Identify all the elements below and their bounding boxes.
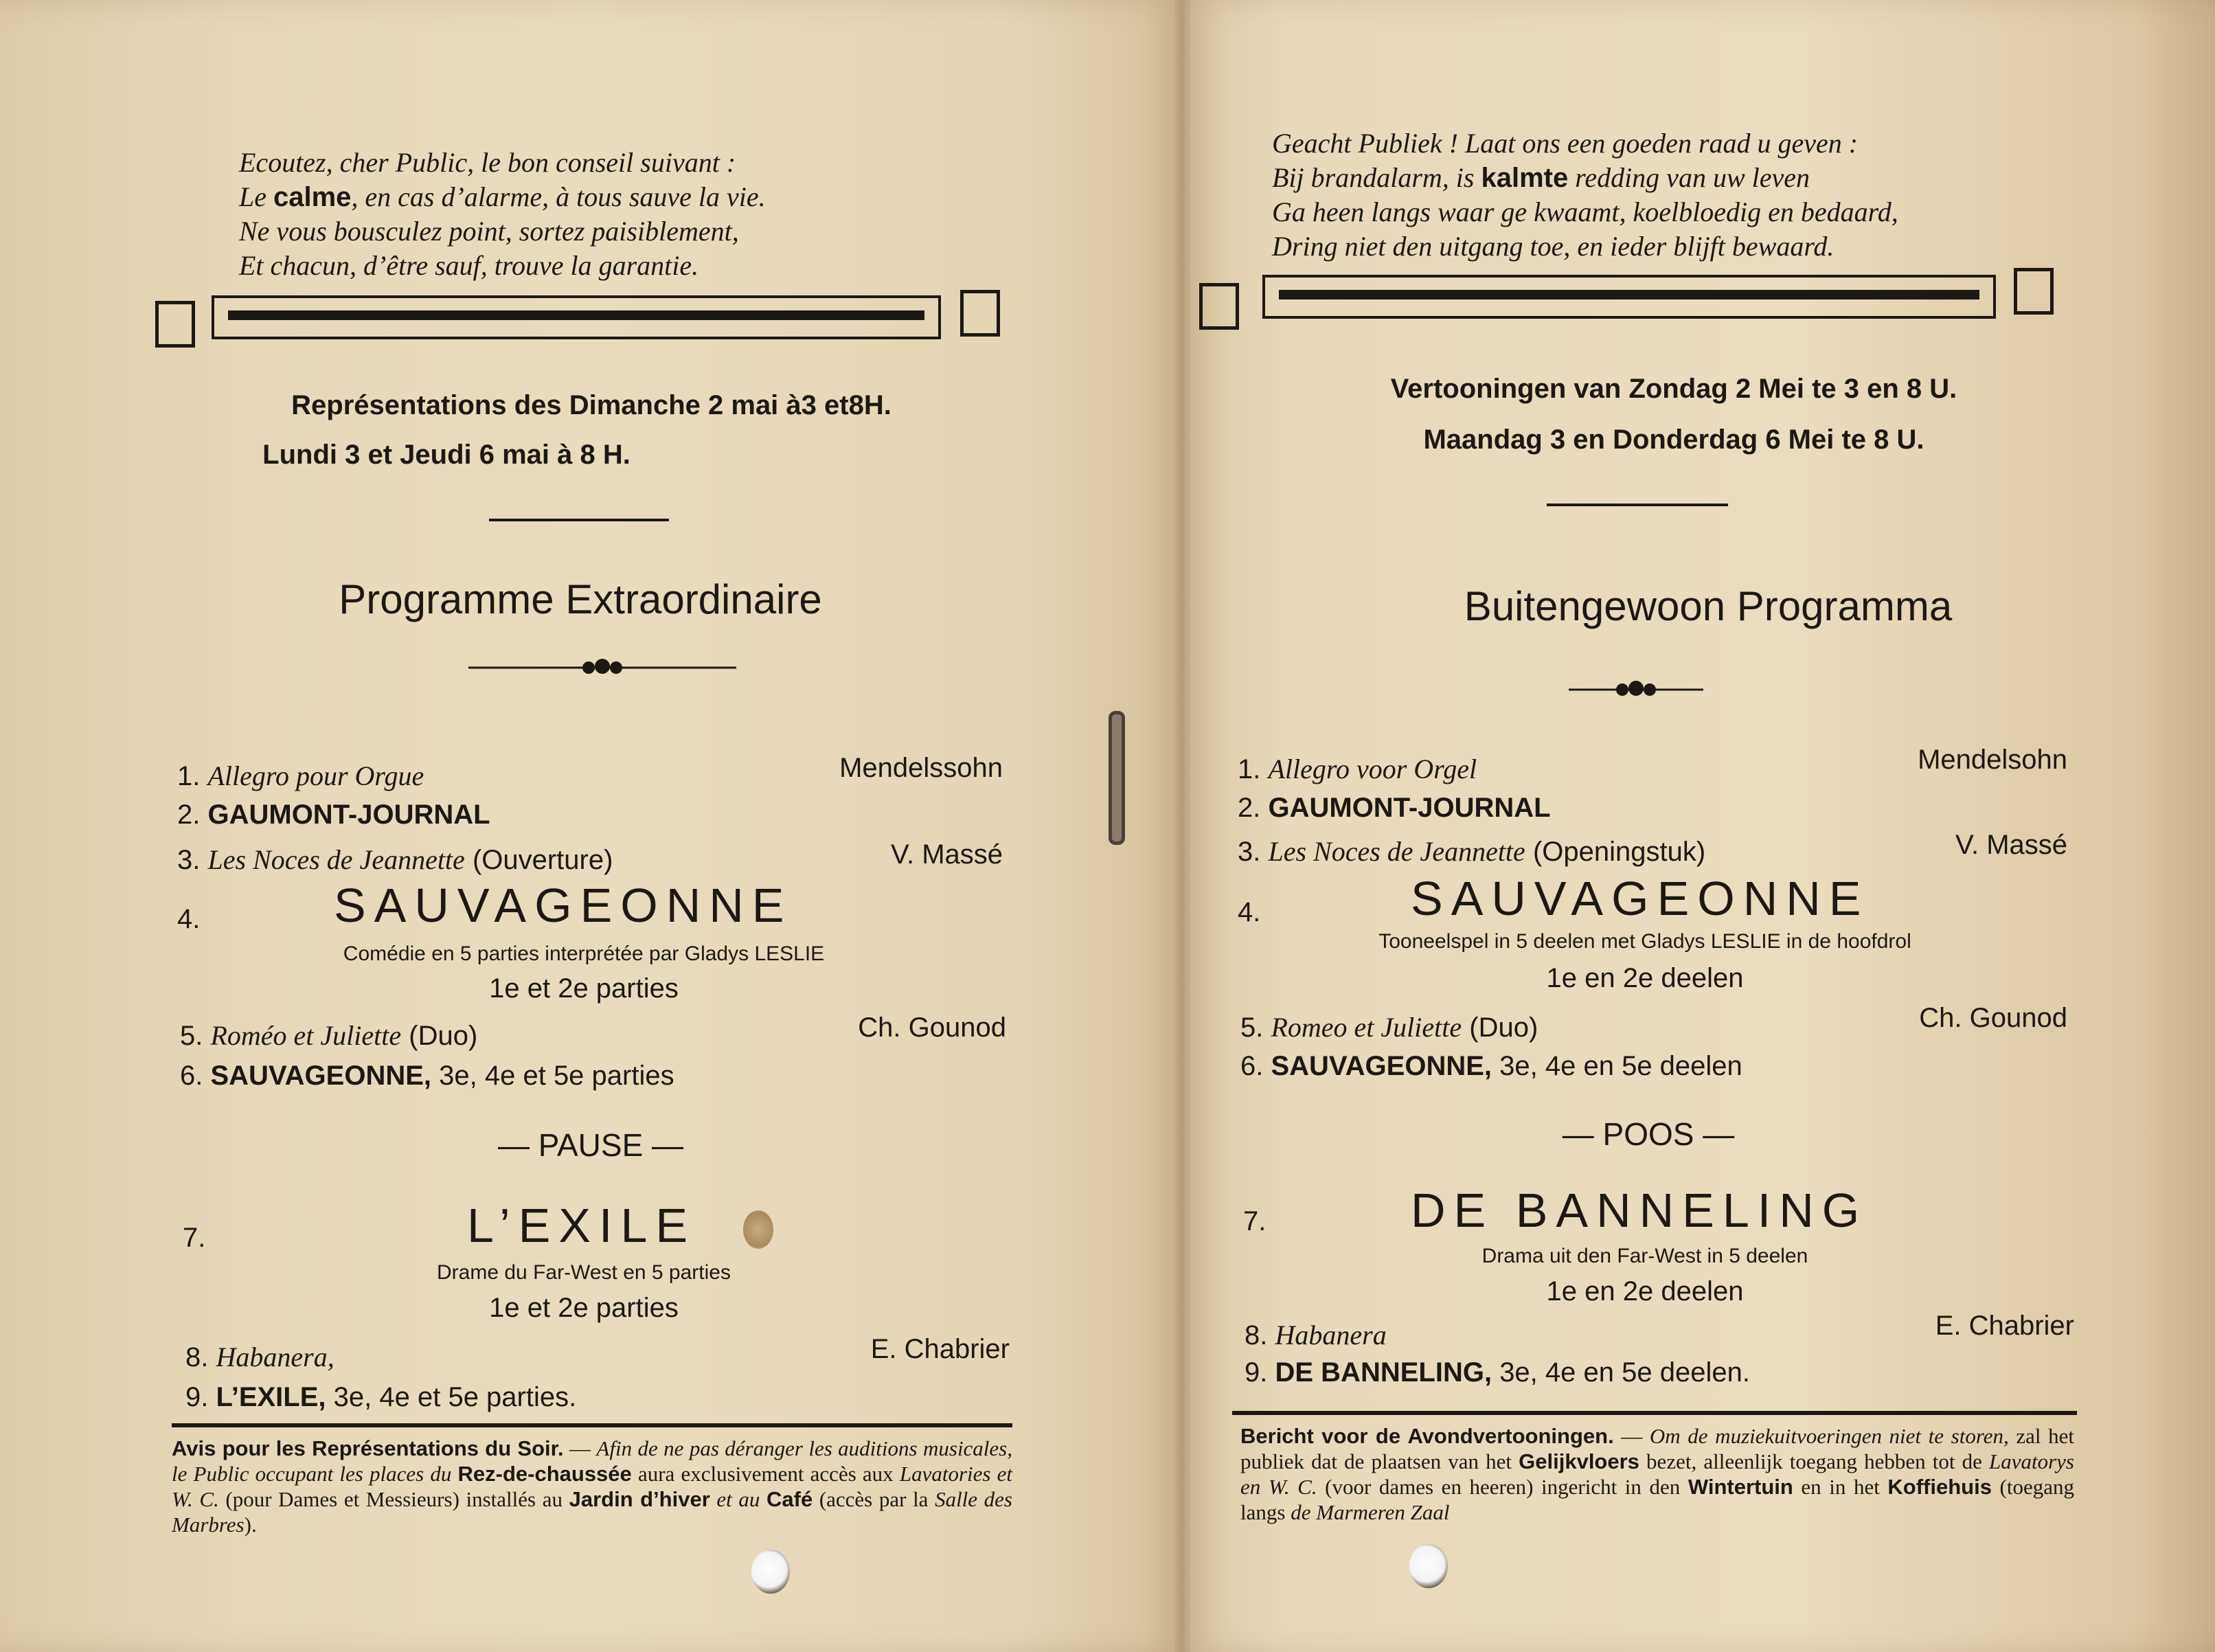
right-item-4-desc: Tooneelspel in 5 deelen met Gladys LESLIE in de hoofdrol (1378, 930, 1911, 953)
right-schedule-line-2: Maandag 3 en Donderdag 6 Mei te 8 U. (1423, 425, 1924, 455)
item-note: (Duo) (409, 1021, 478, 1051)
item-title: GAUMONT-JOURNAL (207, 800, 490, 830)
right-item-4-number: 4. (1238, 897, 1261, 927)
left-square-ornament (960, 290, 1000, 337)
left-notice: Avis pour les Représentations du Soir. — Afin de ne pas déranger les auditions musicales, le Public occupant les places du Rez-de-chaussée aura exclusivement accès aux Lavatories et W. C. (pour Dames et Messieurs) installés au Jardin d’hiver et au Café (accès par la Salle des Marbres). (172, 1436, 1012, 1537)
left-item-8-composer: E. Chabrier (870, 1334, 1010, 1364)
left-item-9 (185, 1382, 576, 1413)
right-pause: — POOS — (1562, 1116, 1735, 1152)
item-number: 3. (177, 845, 201, 875)
item-number: 1. (1238, 754, 1261, 784)
right-notice: Bericht voor de Avondvertooningen. — Om de muziekuitvoeringen niet te storen, zal het publiek dat de plaatsen van het Gelijkvloers bezet, alleenlijk toegang hebben tot de Lavatorys en W. C. (voor dames en heeren) ingericht in den Wintertuin en in het Koffiehuis (toegang langs de Marmeren Zaal (1240, 1424, 2075, 1524)
left-divider-ornament (468, 658, 736, 677)
item-number: 6. (1240, 1051, 1264, 1081)
item-title: Romeo et Juliette (1271, 1012, 1462, 1043)
left-programme-title: Programme Extraordinaire (339, 576, 822, 622)
right-item-7-title: DE BANNELING (1411, 1184, 1868, 1237)
item-title: SAUVAGEONNE, (210, 1061, 432, 1091)
item-note: (Openingstuk) (1532, 837, 1706, 867)
right-item-5-composer: Ch. Gounod (1919, 1003, 2067, 1033)
left-item-6 (180, 1061, 674, 1091)
left-short-rule (489, 519, 669, 521)
left-item-7-number: 7. (183, 1223, 206, 1253)
right-poem (1272, 126, 2096, 264)
left-item-4-number: 4. (177, 904, 201, 934)
right-item-8 (1245, 1319, 1387, 1351)
item-title: Les Noces de Jeannette (207, 844, 465, 875)
left-pause: — PAUSE — (497, 1127, 684, 1163)
right-item-9 (1245, 1357, 1750, 1388)
left-square-ornament (155, 301, 195, 348)
item-title: Les Noces de Jeannette (1268, 836, 1525, 867)
left-item-7-title: L’EXILE (467, 1199, 696, 1252)
right-item-7-desc: Drama uit den Far-West in 5 deelen (1481, 1245, 1808, 1267)
item-number: 8. (1245, 1320, 1268, 1350)
right-square-ornament (1199, 283, 1239, 330)
item-title: Roméo et Juliette (210, 1020, 402, 1051)
item-title: Allegro voor Orgel (1268, 754, 1477, 784)
right-notice-rule (1232, 1411, 2077, 1415)
right-item-4-parts: 1e en 2e deelen (1546, 963, 1744, 993)
right-programme-title: Buitengewoon Programma (1464, 583, 1953, 629)
left-poem-line-3: Ne vous bousculez point, sortez paisiblement, (239, 216, 739, 247)
left-item-3 (177, 844, 613, 876)
left-schedule-line-1: Représentations des Dimanche 2 mai à3 et8H. (291, 390, 891, 420)
right-item-4-title: SAUVAGEONNE (1411, 872, 1870, 925)
item-note: (Ouverture) (472, 845, 613, 875)
left-bar-ornament (212, 295, 941, 339)
right-item-6 (1240, 1051, 1742, 1082)
item-note: 3e, 4e et 5e parties. (333, 1382, 577, 1412)
binding-hole (1409, 1544, 1448, 1588)
item-number: 9. (1245, 1357, 1268, 1388)
item-number: 2. (177, 800, 201, 830)
left-item-2 (177, 800, 490, 830)
left-item-1 (177, 760, 424, 792)
left-notice-rule (172, 1423, 1012, 1427)
left-item-1-composer: Mendelssohn (839, 753, 1003, 783)
item-number: 1. (177, 761, 201, 791)
item-title: Allegro pour Orgue (207, 760, 424, 791)
center-fold (1174, 0, 1191, 1652)
left-item-4-parts: 1e et 2e parties (489, 973, 679, 1004)
right-item-7-parts: 1e en 2e deelen (1546, 1276, 1744, 1306)
item-number: 5. (180, 1021, 203, 1051)
left-item-5-composer: Ch. Gounod (858, 1012, 1006, 1043)
left-item-4-desc: Comédie en 5 parties interprétée par Gladys LESLIE (343, 942, 825, 965)
binding-hole (751, 1550, 790, 1594)
right-schedule-line-1: Vertooningen van Zondag 2 Mei te 3 en 8 U. (1390, 374, 1957, 404)
item-title: SAUVAGEONNE, (1271, 1051, 1492, 1081)
item-title: Habanera (1275, 1320, 1387, 1350)
paper-stain (743, 1210, 773, 1249)
left-schedule-line-2: Lundi 3 et Jeudi 6 mai à 8 H. (262, 440, 631, 470)
left-item-7-parts: 1e et 2e parties (489, 1293, 679, 1323)
left-poem-line-4: Et chacun, d’être sauf, trouve la garantie. (239, 250, 699, 281)
right-poem-line-3: Ga heen langs waar ge kwaamt, koelbloedig en bedaard, (1272, 196, 1898, 227)
right-poem-line-2: Bij brandalarm, is kalmte redding van uw leven (1272, 162, 1810, 193)
right-item-8-composer: E. Chabrier (1935, 1311, 2074, 1341)
right-item-2 (1238, 793, 1551, 824)
right-item-3-composer: V. Massé (1955, 830, 2067, 860)
item-title: GAUMONT-JOURNAL (1268, 793, 1551, 823)
right-item-3 (1238, 835, 1705, 868)
right-short-rule (1547, 503, 1728, 506)
left-item-4-title: SAUVAGEONNE (334, 879, 793, 932)
right-bar-ornament (1262, 275, 1996, 319)
left-poem-line-1: Ecoutez, cher Public, le bon conseil suivant : (239, 147, 736, 178)
left-item-7-desc: Drame du Far-West en 5 parties (437, 1261, 731, 1284)
item-number: 3. (1238, 837, 1261, 867)
right-poem-line-4: Dring niet den uitgang toe, en ieder blijft bewaard. (1272, 231, 1835, 262)
item-title: L’EXILE, (216, 1382, 326, 1412)
right-item-5 (1240, 1011, 1538, 1043)
left-item-3-composer: V. Massé (890, 839, 1003, 870)
item-note: 3e, 4e en 5e deelen. (1499, 1357, 1750, 1388)
right-item-7-number: 7. (1243, 1206, 1266, 1236)
item-number: 5. (1240, 1012, 1264, 1043)
left-poem (239, 146, 926, 283)
left-item-8 (185, 1341, 334, 1373)
item-title: Habanera, (216, 1342, 334, 1372)
item-number: 6. (180, 1061, 203, 1091)
left-item-5 (180, 1019, 477, 1052)
right-item-1 (1238, 753, 1477, 785)
item-number: 2. (1238, 793, 1261, 823)
staple (1109, 711, 1125, 845)
right-square-ornament (2014, 268, 2054, 315)
right-poem-line-1: Geacht Publiek ! Laat ons een goeden raad u geven : (1272, 128, 1859, 159)
item-number: 8. (185, 1342, 209, 1372)
item-number: 9. (185, 1382, 209, 1412)
item-note: (Duo) (1469, 1012, 1538, 1043)
left-poem-line-2: Le calme, en cas d’alarme, à tous sauve la vie. (239, 181, 766, 212)
right-divider-ornament (1569, 680, 1703, 699)
item-note: 3e, 4e en 5e deelen (1499, 1051, 1742, 1081)
item-note: 3e, 4e et 5e parties (439, 1061, 674, 1091)
right-item-1-composer: Mendelsohn (1918, 745, 2067, 775)
item-title: DE BANNELING, (1275, 1357, 1492, 1388)
